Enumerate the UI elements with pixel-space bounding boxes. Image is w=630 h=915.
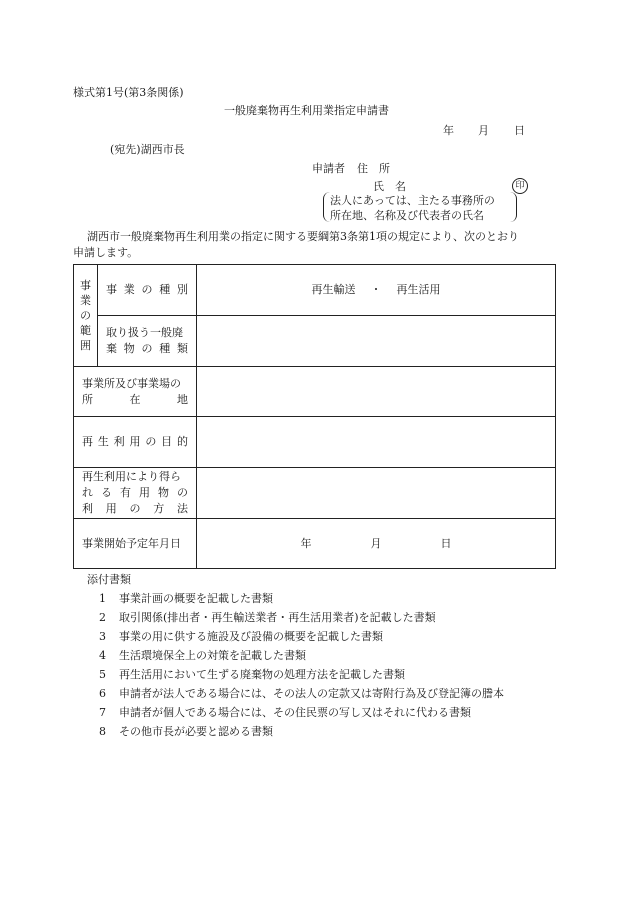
usage-method-field[interactable] [197,468,556,519]
application-table [73,264,556,569]
date-year-label: 年 [443,124,454,137]
list-item: 7 申請者が個人である場合には、その住民票の写し又はそれに代わる書類 [99,706,471,719]
addressee: (宛先)湖西市長 [110,143,185,156]
option-recycle-transport[interactable]: 再生輸送 [311,283,356,296]
office-location-field[interactable] [197,367,556,417]
table-row [74,468,556,519]
business-type-value[interactable] [197,265,556,316]
form-title: 一般廃棄物再生利用業指定申請書 [224,104,389,117]
option-recycle-use[interactable]: 再生活用 [396,283,441,296]
list-item: 4 生活環境保全上の対策を記載した書類 [99,649,306,662]
intro-text-line2: 申請します。 [73,246,139,259]
list-item: 5 再生活用において生ずる廃棄物の処理方法を記載した書類 [99,668,405,681]
business-type-label: 事 業 の 種 別 [98,265,197,316]
list-item: 6 申請者が法人である場合には、その法人の定款又は寄附行為及び登記簿の謄本 [99,687,504,700]
waste-type-label: 取り扱う一般廃 棄 物 の 種 類 [98,316,197,367]
start-date-label: 事業開始予定年月日 [74,519,197,569]
scope-header-cell: 事 業 の 範 囲 [74,265,98,367]
table-row [74,316,556,367]
form-number: 様式第1号(第3条関係) [73,86,184,99]
recycle-purpose-label: 再 生 利 用 の 目 的 [74,417,197,468]
corporate-note-line2: 所在地、名称及び代表者の氏名 [330,209,484,222]
applicant-label: 申請者 [312,162,345,175]
table-row [74,367,556,417]
attachments-heading: 添付書類 [87,573,131,586]
corporate-note-line1: 法人にあっては、主たる事務所の [330,194,495,207]
list-item: 3 事業の用に供する施設及び設備の概要を記載した書類 [99,630,383,643]
table-row [74,519,556,569]
start-year-label: 年 [300,536,312,550]
list-item: 8 その他市長が必要と認める書類 [99,725,273,738]
office-location-label: 事業所及び事業場の 所 在 地 [74,367,197,417]
start-day-label: 日 [440,536,452,550]
seal-mark: 印 [512,178,528,194]
waste-type-field[interactable] [197,316,556,367]
option-separator: ・ [370,283,382,296]
date-day-label: 日 [514,124,525,137]
intro-text-line1: 湖西市一般廃棄物再生利用業の指定に関する要綱第3条第1項の規定により、次のとおり [87,230,519,243]
list-item: 1 事業計画の概要を記載した書類 [99,592,273,605]
address-label: 住 所 [357,162,390,175]
table-row [74,417,556,468]
start-month-label: 月 [370,536,382,550]
list-item: 2 取引関係(排出者・再生輸送業者・再生活用業者)を記載した書類 [99,611,436,624]
date-month-label: 月 [478,124,489,137]
name-label: 氏 名 [373,180,406,193]
recycle-purpose-field[interactable] [197,417,556,468]
start-date-field[interactable] [197,519,556,569]
usage-method-label: 再生利用により得ら れ る 有 用 物 の 利 用 の 方 法 [74,468,197,519]
table-row [74,265,556,316]
